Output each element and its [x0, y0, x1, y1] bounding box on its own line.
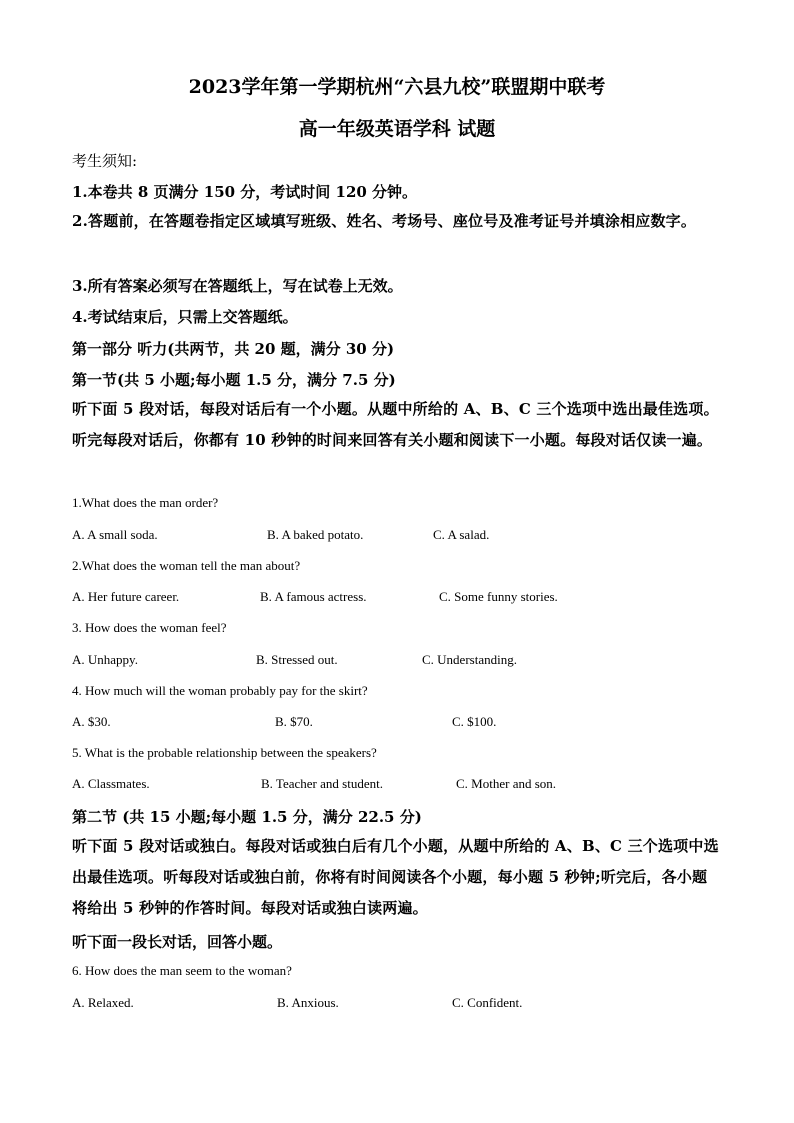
- option-c: C. Understanding.: [422, 652, 517, 667]
- question-stem: 4. How much will the woman probably pay for the skirt?: [72, 683, 368, 698]
- option-b: B. $70.: [275, 714, 313, 729]
- option-c: C. $100.: [452, 714, 497, 729]
- question-stem: 6. How does the man seem to the woman?: [72, 963, 292, 978]
- option-c: C. A salad.: [433, 527, 490, 542]
- option-b: B. Teacher and student.: [261, 776, 383, 791]
- option-a: A. $30.: [72, 714, 111, 729]
- notice-item-4: 4.考试结束后，只需上交答题纸。: [72, 308, 298, 326]
- exam-title: 2023学年第一学期杭州“六县九校”联盟期中联考: [188, 76, 606, 98]
- option-b: B. A baked potato.: [267, 527, 364, 542]
- option-a: A. Her future career.: [72, 589, 180, 604]
- question-stem: 3. How does the woman feel?: [72, 620, 227, 635]
- notice-item-3: 3.所有答案必须写在答题纸上，写在试卷上无效。: [72, 277, 403, 295]
- question-stem: 2.What does the woman tell the man about?: [72, 558, 301, 573]
- notice-heading: 考生须知:: [72, 152, 138, 170]
- notice-item-2: 2.答题前，在答题卷指定区域填写班级、姓名、考场号、座位号及准考证号并填涂相应数字。: [72, 212, 697, 230]
- option-a: A. Relaxed.: [72, 995, 134, 1010]
- section2-heading: 第二节 (共 15 小题;每小题 1.5 分，满分 22.5 分): [72, 808, 422, 826]
- option-c: C. Mother and son.: [456, 776, 557, 791]
- section1-instructions: 听下面 5 段对话，每段对话后有一个小题。从题中所给的 A、B、C 三个选项中选出最佳选项。听完每段对话后，你都有 10 秒钟的时间来回答有关小题和阅读下一小题。每段对话仅读一遍。: [72, 400, 719, 449]
- exam-subtitle: 高一年级英语学科 试题: [298, 118, 496, 140]
- notice-item-1: 1.本卷共 8 页满分 150 分，考试时间 120 分钟。: [72, 183, 418, 201]
- question-stem: 1.What does the man order?: [72, 495, 219, 510]
- option-a: A. Classmates.: [72, 776, 150, 791]
- question-stem: 5. What is the probable relationship between the speakers?: [72, 745, 377, 760]
- option-c: C. Confident.: [452, 995, 523, 1010]
- option-a: A. A small soda.: [72, 527, 158, 542]
- option-b: B. A famous actress.: [260, 589, 367, 604]
- section2-instructions: 听下面 5 段对话或独白。每段对话或独白后有几个小题，从题中所给的 A、B、C 三个选项中选出最佳选项。听每段对话或独白前，你将有时间阅读各个小题，每小题 5 秒钟;听完后，各小题将给出 5 秒钟的作答时间。每段对话或独白读两遍。: [72, 837, 719, 917]
- option-a: A. Unhappy.: [72, 652, 138, 667]
- section2-prompt: 听下面一段长对话，回答小题。: [72, 933, 283, 951]
- part1-heading: 第一部分 听力(共两节，共 20 题，满分 30 分): [72, 340, 395, 358]
- option-b: B. Stressed out.: [256, 652, 338, 667]
- section1-heading: 第一节(共 5 小题;每小题 1.5 分，满分 7.5 分): [72, 371, 396, 389]
- option-b: B. Anxious.: [277, 995, 339, 1010]
- option-c: C. Some funny stories.: [439, 589, 558, 604]
